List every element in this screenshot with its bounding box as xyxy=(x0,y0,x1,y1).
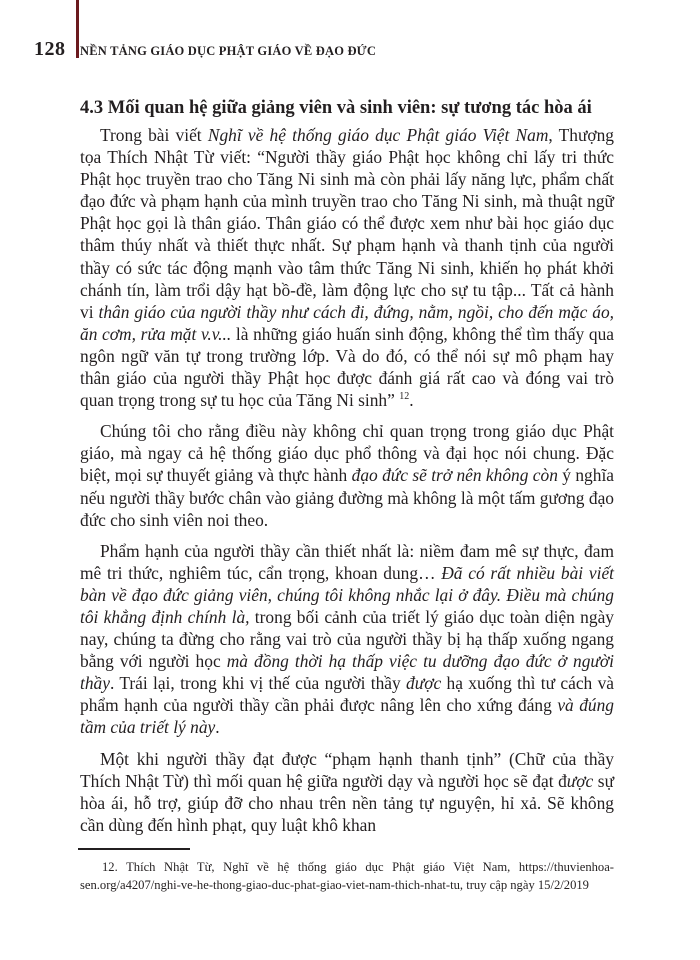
footnote-number: 12. xyxy=(102,860,118,874)
text-run: Phẩm hạnh của người thầy cần thiết nhất là: niềm đam mê sự thực, đam mê tri thức, nghiêm túc, cẩn trọng, khoan dung… xyxy=(80,540,614,583)
paragraph-1 xyxy=(80,124,614,411)
paragraph-3 xyxy=(80,540,614,739)
italic-run: mà đồng thời hạ thấp việc tu dưỡng đạo đức ở người thầy xyxy=(80,651,615,694)
italic-run: và đúng tầm của triết lý này xyxy=(80,695,614,738)
running-header xyxy=(34,38,376,60)
italic-title: Nghĩ về hệ thống giáo dục Phật giáo Việt Nam xyxy=(207,125,549,145)
italic-run: đạo đức sẽ trở nên không còn xyxy=(351,465,558,486)
text-run: . xyxy=(215,717,220,738)
text-run: sự hòa ái, hỗ trợ, giúp đỡ cho nhau trên nền tảng tự nguyện, hỉ xả. Sẽ không cần dùng đến hình phạt, quy luật khô khan xyxy=(80,770,614,835)
text-run: là những giáo huấn sinh động, không thể tìm thấy qua ngôn ngữ văn tự trong trường lớp. Và do đó, có thể nói sự mô phạm hay thân giáo của người thầy Phật học được đánh giá rất cao và đóng vai trò quan trọng trong sự tu học của Tăng Ni sinh” xyxy=(80,323,614,411)
text-run: Một khi người thầy đạt được “phạm hạnh thanh tịnh” (Chữ của thầy Thích Nhật Từ) thì mối quan hệ giữa người dạy và người học sẽ đạt đ xyxy=(80,748,614,791)
page-number: 128 xyxy=(34,38,66,60)
text-run: . Trái lại, trong khi vị thế của người thầy xyxy=(109,673,407,694)
italic-run: được xyxy=(406,673,442,694)
footnote-reference[interactable]: 12 xyxy=(399,391,410,403)
page-body xyxy=(80,96,614,845)
paragraph-2 xyxy=(80,420,614,530)
text-run: hạ xuống thì tư cách và phẩm hạnh của người thầy cần phải được nâng lên cho xứng đáng xyxy=(80,673,614,716)
text-run: . xyxy=(409,390,414,411)
text-run: , Thượng tọa Thích Nhật Từ viết: “Người thầy giáo Phật học không chỉ lấy tri thức Phật học truyền trao cho Tăng Ni sinh mà còn phải lấy năng lực, phẩm chất đạo đức và phạm hạnh của mình truyền trao cho Tăng Ni sinh, mà thuật ngữ Phật học gọi là thân giáo. Thân giáo có thể được xem như bài học giáo dục thâm thúy nhất và thiết thực nhất. Sự phạm hạnh và thanh tịnh của người thầy có sức tác động mạnh vào tâm thức Tăng Ni sinh, khiến họ phát khởi chánh tín, làm trổi dậy hạt bồ-đề, làm động lực cho sự tu tập... Tất cả hành vi xyxy=(80,125,614,322)
section-heading: 4.3 Mối quan hệ giữa giảng viên và sinh viên: sự tương tác hòa ái xyxy=(80,98,592,118)
text-run: ý nghĩa nếu người thầy bước chân vào giảng đường mà không là một tấm gương đạo đức cho sinh viên noi theo. xyxy=(80,465,614,530)
paragraph-4 xyxy=(80,748,614,836)
running-title: NỀN TẢNG GIÁO DỤC PHẬT GIÁO VỀ ĐẠO ĐỨC xyxy=(80,44,377,58)
text-run: Chúng tôi cho rằng điều này không chỉ quan trọng trong giáo dục Phật giáo, mà ngay cả hệ thống giáo dục phổ thông và đại học nói chung. Đặc biệt, mọi sự thuyết giảng và thực hành xyxy=(80,421,614,486)
footnote-12 xyxy=(80,858,614,894)
italic-run: Đã có rất nhiều bài viết bàn về đạo đức giảng viên, chúng tôi không nhắc lại ở đây. Điều mà chúng tôi khẳng định chính là, xyxy=(80,562,614,627)
text-run: Trong bài viết xyxy=(100,125,208,145)
italic-run: ược xyxy=(566,770,594,791)
text-run: trong bối cảnh của triết lý giáo dục toàn diện ngày nay, chúng ta đừng cho rằng vai trò của người thầy bị hạ thấp xuống ngang bằng với người học xyxy=(80,606,614,672)
italic-run: thân giáo của người thầy như cách đi, đứng, nằm, ngồi, cho đến mặc áo, ăn cơm, rửa mặt v.v... xyxy=(80,301,615,344)
footnote-text: Thích Nhật Từ, Nghĩ về hệ thống giáo dục Phật giáo Việt Nam, https://thuvienhoa-sen.org/a4207/nghi-ve-he-thong-giao-duc-phat-giao-viet-nam-thich-nhat-tu, truy cập ngày 15/2/2019 xyxy=(80,860,614,892)
footnote-separator xyxy=(78,848,190,850)
